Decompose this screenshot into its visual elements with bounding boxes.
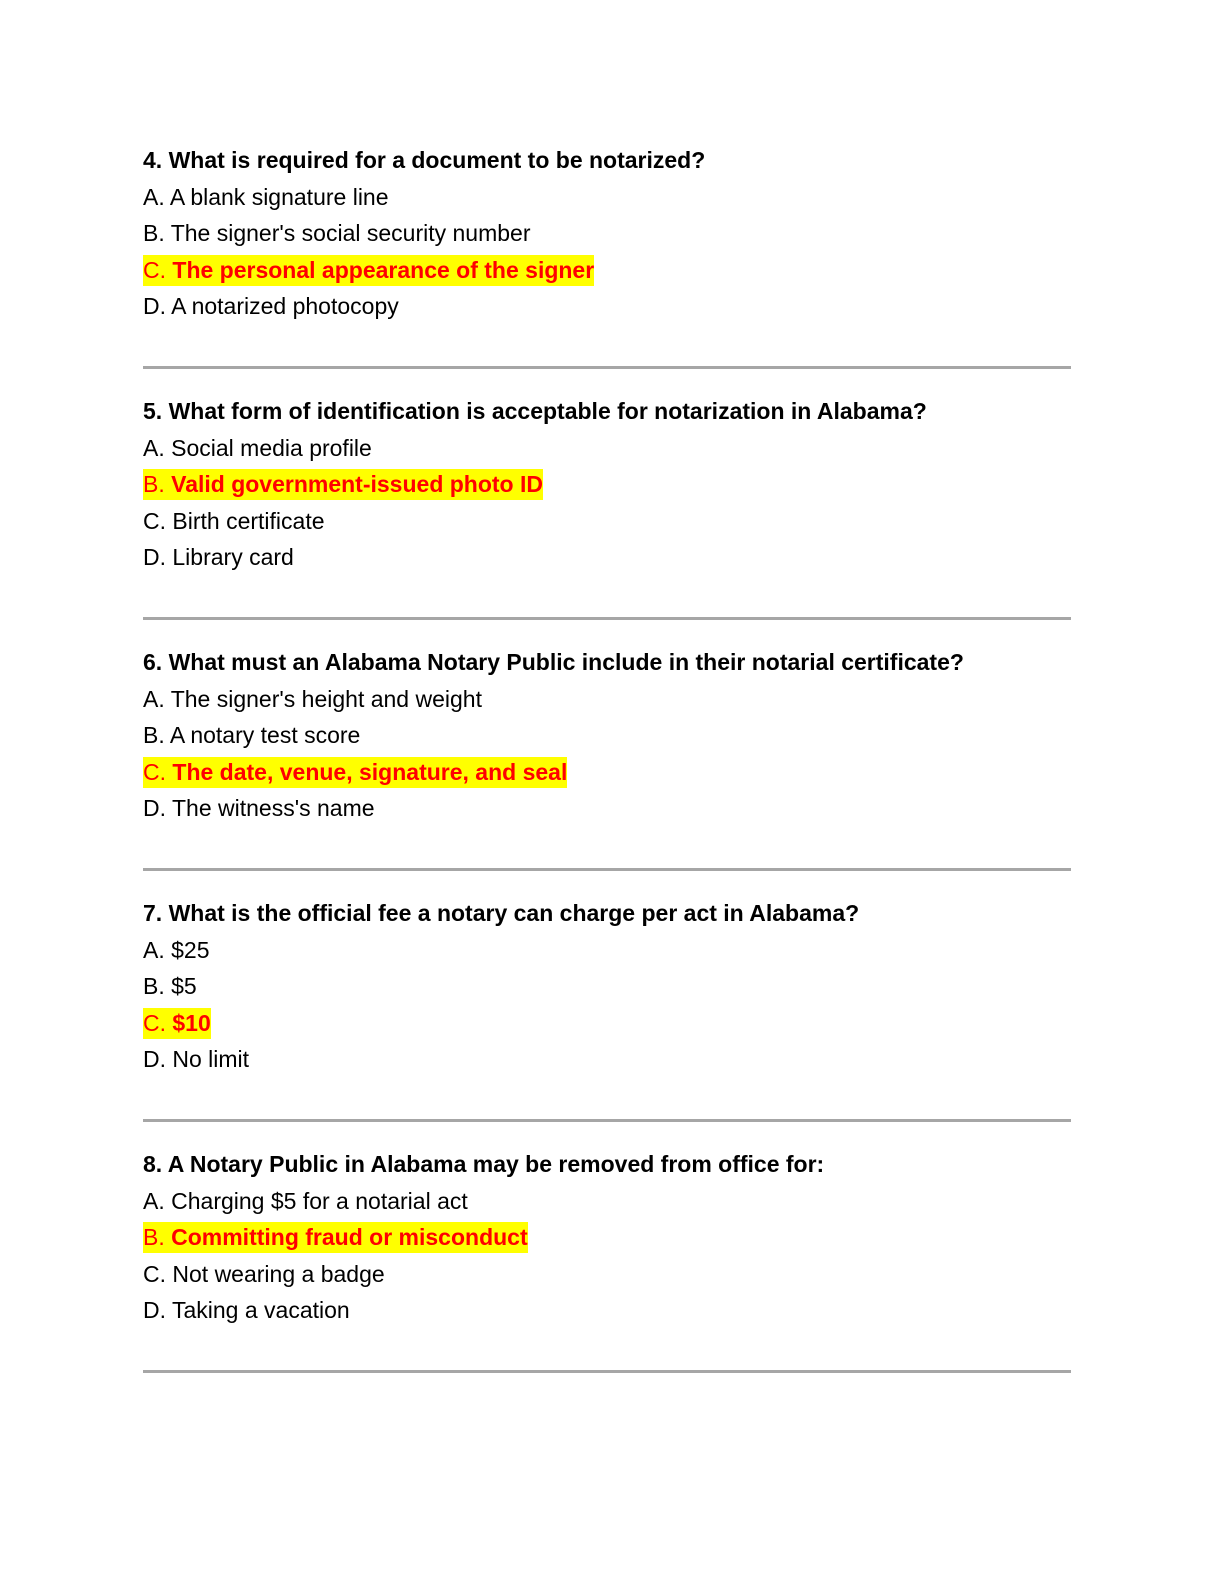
option-letter: C. xyxy=(143,507,166,534)
question-block xyxy=(143,1146,1071,1397)
answer-option xyxy=(143,539,1071,576)
option-letter: D. xyxy=(143,1297,166,1323)
option-text: A notary test score xyxy=(169,722,361,748)
answer-option xyxy=(143,430,1071,467)
option-text: $5 xyxy=(171,973,197,999)
section-divider xyxy=(143,868,1071,871)
answer-option xyxy=(143,717,1071,754)
answer-option xyxy=(143,681,1071,718)
option-text: The witness's name xyxy=(171,795,375,821)
option-letter: A. xyxy=(143,1187,165,1214)
option-letter: A. xyxy=(143,434,165,461)
answer-option xyxy=(143,790,1071,827)
quiz-page xyxy=(143,142,1071,1397)
correct-answer-option xyxy=(143,754,1071,791)
option-letter: C. xyxy=(143,256,166,283)
option-letter: B. xyxy=(143,220,165,246)
option-letter: D. xyxy=(143,293,166,319)
option-text: The personal appearance of the signer xyxy=(172,256,595,283)
question-block xyxy=(143,393,1071,644)
question-block xyxy=(143,142,1071,393)
correct-answer-option xyxy=(143,1219,1071,1256)
option-text: The signer's social security number xyxy=(170,220,531,246)
answer-highlight xyxy=(143,1222,528,1253)
question-text: 7. What is the official fee a notary can charge per act in Alabama? xyxy=(143,900,860,926)
section-divider xyxy=(143,366,1071,369)
answer-option xyxy=(143,215,1071,252)
answer-option xyxy=(143,1183,1071,1220)
answer-highlight xyxy=(143,757,567,788)
option-text: Valid government-issued photo ID xyxy=(171,471,543,497)
option-letter: D. xyxy=(143,1046,166,1072)
question-text: 4. What is required for a document to be notarized? xyxy=(143,147,706,173)
option-text: Committing fraud or misconduct xyxy=(171,1224,528,1250)
question-text: 8. A Notary Public in Alabama may be removed from office for: xyxy=(143,1151,825,1177)
option-letter: B. xyxy=(143,722,165,748)
option-text: No limit xyxy=(172,1046,250,1072)
option-letter: B. xyxy=(143,973,165,999)
section-divider xyxy=(143,617,1071,620)
answer-highlight xyxy=(143,1008,211,1039)
answer-option xyxy=(143,1041,1071,1078)
option-text: A notarized photocopy xyxy=(171,293,399,319)
question-block xyxy=(143,644,1071,895)
answer-option xyxy=(143,1256,1071,1293)
option-letter: B. xyxy=(143,1224,165,1250)
option-text: Birth certificate xyxy=(172,507,325,534)
option-text: Charging $5 for a notarial act xyxy=(171,1187,468,1214)
option-letter: D. xyxy=(143,544,166,570)
option-letter: A. xyxy=(143,936,165,963)
option-text: The date, venue, signature, and seal xyxy=(172,758,568,785)
option-text: Social media profile xyxy=(171,434,372,461)
question-text: 6. What must an Alabama Notary Public include in their notarial certificate? xyxy=(143,649,964,675)
question-block xyxy=(143,895,1071,1146)
option-text: $25 xyxy=(171,936,210,963)
answer-option xyxy=(143,503,1071,540)
answer-option xyxy=(143,932,1071,969)
answer-option xyxy=(143,179,1071,216)
answer-highlight xyxy=(143,469,543,500)
section-divider xyxy=(143,1370,1071,1373)
section-divider xyxy=(143,1119,1071,1122)
option-text: A blank signature line xyxy=(169,183,389,210)
option-letter: C. xyxy=(143,1009,166,1036)
option-text: The signer's height and weight xyxy=(170,685,482,712)
question-text: 5. What form of identification is acceptable for notarization in Alabama? xyxy=(143,398,927,424)
option-letter: A. xyxy=(143,183,165,210)
option-letter: C. xyxy=(143,758,166,785)
option-letter: B. xyxy=(143,471,165,497)
option-text: Library card xyxy=(172,544,294,570)
option-text: Taking a vacation xyxy=(171,1297,350,1323)
correct-answer-option xyxy=(143,466,1071,503)
option-letter: D. xyxy=(143,795,166,821)
correct-answer-option xyxy=(143,1005,1071,1042)
option-letter: A. xyxy=(143,685,165,712)
option-text: $10 xyxy=(172,1009,211,1036)
answer-option xyxy=(143,968,1071,1005)
answer-option xyxy=(143,288,1071,325)
option-letter: C. xyxy=(143,1260,166,1287)
option-text: Not wearing a badge xyxy=(172,1260,385,1287)
correct-answer-option xyxy=(143,252,1071,289)
answer-option xyxy=(143,1292,1071,1329)
answer-highlight xyxy=(143,255,594,286)
